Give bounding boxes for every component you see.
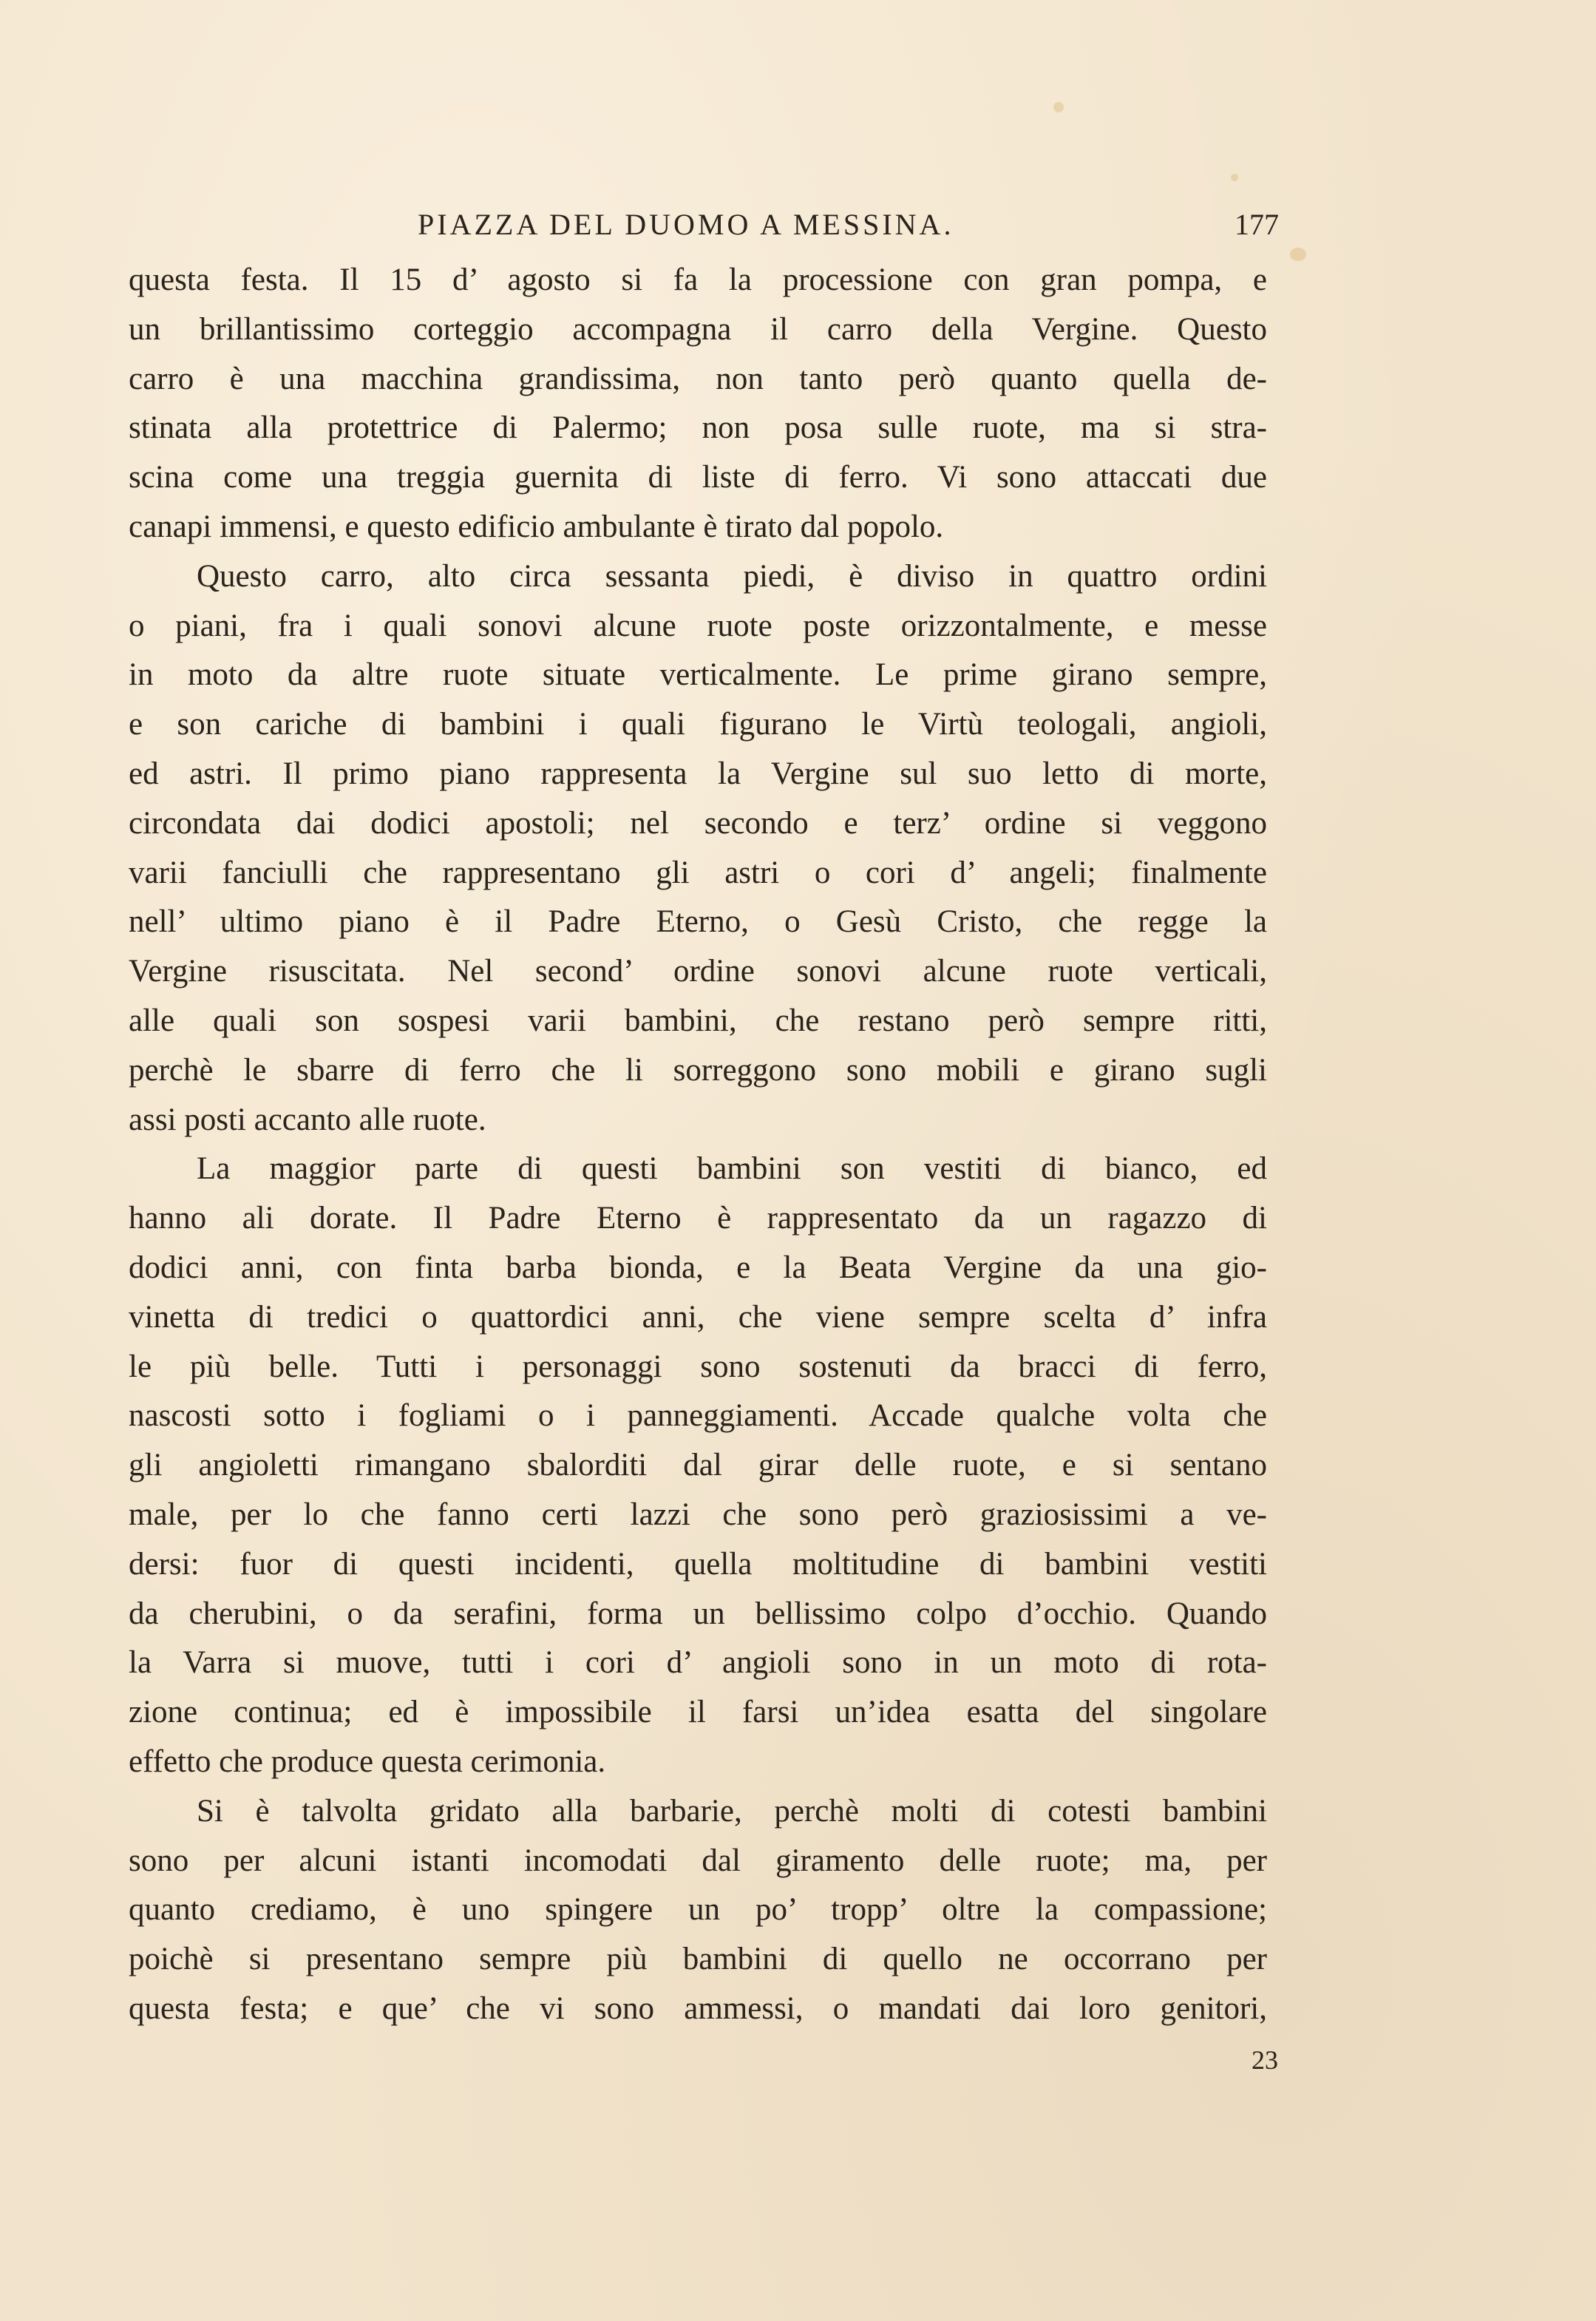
text-line: perchè le sbarre di ferro che li sorreggono sono mobili e girano sugli — [129, 1052, 1267, 1088]
signature-mark: 23 — [1252, 2045, 1278, 2075]
text-line: Si è talvolta gridato alla barbarie, perchè molti di cotesti bambini — [197, 1793, 1267, 1829]
text-line: un brillantissimo corteggio accompagna il carro della Vergine. Questo — [129, 311, 1267, 347]
text-line: ed astri. Il primo piano rappresenta la Vergine sul suo letto di morte, — [129, 756, 1267, 791]
text-line: dodici anni, con finta barba bionda, e la Beata Vergine da una gio- — [129, 1250, 1267, 1285]
ink-spot — [1290, 248, 1306, 261]
text-line: da cherubini, o da serafini, forma un bellissimo colpo d’occhio. Quando — [129, 1596, 1267, 1631]
text-line: zione continua; ed è impossibile il farsi un’idea esatta del singolare — [129, 1695, 1267, 1730]
text-line: carro è una macchina grandissima, non tanto però quanto quella de- — [129, 361, 1267, 396]
text-line: quanto crediamo, è uno spingere un po’ tropp’ oltre la compassione; — [129, 1892, 1267, 1928]
text-line: nascosti sotto i fogliami o i panneggiamenti. Accade qualche volta che — [129, 1398, 1267, 1434]
text-line: varii fanciulli che rappresentano gli astri o cori d’ angeli; finalmente — [129, 855, 1267, 890]
text-line: stinata alla protettrice di Palermo; non posa sulle ruote, ma si stra- — [129, 410, 1267, 446]
text-line: hanno ali dorate. Il Padre Eterno è rappresentato da un ragazzo di — [129, 1201, 1267, 1236]
text-line: e son cariche di bambini i quali figurano le Virtù teologali, angioli, — [129, 707, 1267, 742]
text-line: Questo carro, alto circa sessanta piedi, è diviso in quattro ordini — [197, 558, 1267, 594]
ink-spot — [1053, 102, 1064, 112]
text-line: in moto da altre ruote situate verticalmente. Le prime girano sempre, — [129, 657, 1267, 693]
text-line: male, per lo che fanno certi lazzi che sono però graziosissimi a ve- — [129, 1497, 1267, 1532]
text-line: sono per alcuni istanti incomodati dal giramento delle ruote; ma, per — [129, 1843, 1267, 1878]
text-line: nell’ ultimo piano è il Padre Eterno, o Gesù Cristo, che regge la — [129, 904, 1267, 940]
text-line: La maggior parte di questi bambini son vestiti di bianco, ed — [197, 1151, 1267, 1187]
text-line: la Varra si muove, tutti i cori d’ angioli sono in un moto di rota- — [129, 1645, 1267, 1681]
text-line: questa festa; e que’ che vi sono ammessi, o mandati dai loro genitori, — [129, 1990, 1267, 2026]
text-line: questa festa. Il 15 d’ agosto si fa la processione con gran pompa, e — [129, 262, 1267, 297]
text-line: le più belle. Tutti i personaggi sono sostenuti da bracci di ferro, — [129, 1349, 1267, 1384]
text-line: effetto che produce questa cerimonia. — [129, 1744, 606, 1779]
text-line: alle quali son sospesi varii bambini, che restano però sempre ritti, — [129, 1003, 1267, 1038]
page-number: 177 — [1235, 208, 1279, 241]
text-line: scina come una treggia guernita di liste di ferro. Vi sono attaccati due — [129, 460, 1267, 495]
text-line: circondata dai dodici apostoli; nel secondo e terz’ ordine si veggono — [129, 805, 1267, 841]
body-text — [129, 256, 1267, 2034]
text-line: gli angioletti rimangano sbalorditi dal girar delle ruote, e si sentano — [129, 1448, 1267, 1483]
ink-spot — [1231, 174, 1238, 181]
text-line: dersi: fuor di questi incidenti, quella moltitudine di bambini vestiti — [129, 1546, 1267, 1582]
text-line: assi posti accanto alle ruote. — [129, 1102, 486, 1137]
text-line: canapi immensi, e questo edificio ambulante è tirato dal popolo. — [129, 509, 944, 544]
text-line: poichè si presentano sempre più bambini di quello ne occorrano per — [129, 1942, 1267, 1977]
text-line: Vergine risuscitata. Nel second’ ordine sonovi alcune ruote verticali, — [129, 954, 1267, 989]
running-title: PIAZZA DEL DUOMO A MESSINA. — [418, 208, 954, 241]
text-line: vinetta di tredici o quattordici anni, che viene sempre scelta d’ infra — [129, 1299, 1267, 1335]
text-line: o piani, fra i quali sonovi alcune ruote poste orizzontalmente, e messe — [129, 608, 1267, 643]
running-head — [126, 207, 1279, 251]
